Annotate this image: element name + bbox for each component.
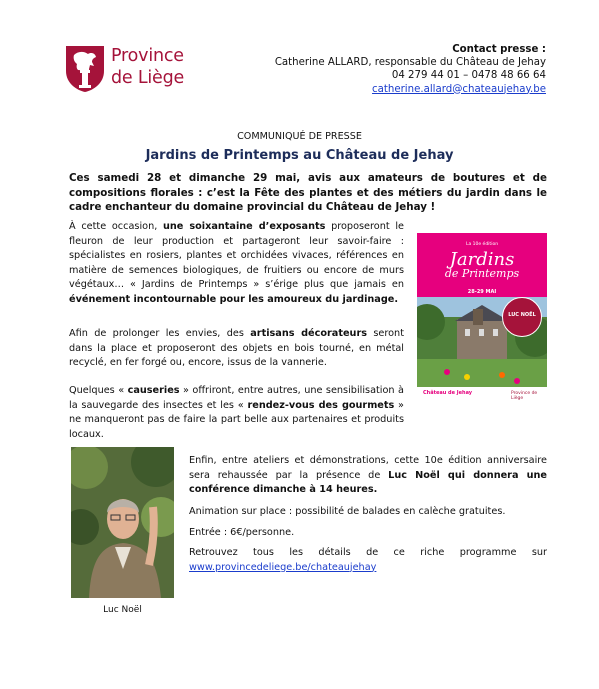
text-bold: artisans décorateurs [250,328,367,339]
text-bold: Luc Noël qui donnera une conférence dimanche à 14 heures. [189,469,548,496]
text-bold: rendez-vous des gourmets [247,399,395,411]
paragraph-exposants [69,220,404,308]
text-bold: causeries [127,385,180,396]
text-run: Enfin, entre ateliers et démonstrations, cette 10e édition anniversaire sera rehaussée par la présence de [189,455,547,481]
text-run: À cette occasion, [69,221,163,232]
paragraph-entree: Entrée : 6€/personne. [189,527,295,538]
contact-person: Catherine ALLARD, responsable du Château de Jehay [274,57,546,69]
release-label: COMMUNIQUÉ DE PRESSE [237,131,362,142]
event-poster [417,233,547,413]
text-bold: événement incontournable pour les amoureux du jardinage. [69,293,399,305]
paragraph-causeries [69,384,404,442]
luc-noel-photo [71,447,174,598]
text-run: Retrouvez tous les détails de ce riche programme sur [189,547,547,558]
province-logo [64,43,204,95]
poster-badge-text: LUC NOËL [508,312,536,318]
website-link[interactable]: www.provincedeliege.be/chateaujehay [189,561,377,573]
paragraph-details [189,546,547,575]
poster-date: 28-29 MAI [467,289,497,295]
paragraph-artisans [69,327,404,371]
text-run: seront dans la place et proposeront des objets en bois tourné, en métal recyclé, en fer forgé ou, encore, issus de la vannerie. [69,328,404,369]
poster-title [417,251,547,280]
paragraph-animation: Animation sur place : possibilité de balades en calèche gratuites. [189,506,506,517]
press-contact [275,43,546,96]
poster-title-line-2: de Printemps [444,267,520,280]
paragraph-luc-noel [189,454,547,498]
logo-line-2: de Liège [111,68,185,88]
lion-icon [64,43,106,93]
poster-province-logo: Province de Liège [511,391,538,401]
text-run: proposeront le fleuron de leur production et partageront leur savoir-faire : spécialistes en rosiers, plantes et orchidées vivaces, références en matière de semences biologiques, de fruitiers ou encore de murs végétaux… « Jardins de Printemps » s’érige plus que jamais en [69,221,405,291]
photo-caption: Luc Noël [103,605,142,615]
lead-paragraph: Ces samedi 28 et dimanche 29 mai, avis aux amateurs de boutures et de compositions florales : c’est la Fête des plantes et des métiers du jardin dans le cadre enchanteur du domaine provincial du Château de Jehay ! [69,172,547,214]
poster-edition: La 10e édition [465,242,499,247]
poster-title-line-1: Jardins [449,249,515,270]
text-run: Afin de prolonger les envies, des [69,328,251,339]
text-run: » ne manqueront pas de faire la part belle aux partenaires et produits locaux. [69,399,404,440]
logo-line-1: Province [111,46,184,66]
page-title: Jardins de Printemps au Château de Jehay [145,148,454,163]
contact-phones: 04 279 44 01 – 0478 48 66 64 [391,70,546,82]
poster-chateau: Château de Jehay [423,390,473,396]
text-run: » offriront, entre autres, une sensibilisation à la sauvegarde des insectes et les « [69,385,404,411]
contact-email-link[interactable]: catherine.allard@chateaujehay.be [372,83,546,95]
text-run: Quelques « [69,385,128,396]
text-bold: une soixantaine d’exposants [163,221,326,232]
contact-title: Contact presse : [452,44,546,55]
